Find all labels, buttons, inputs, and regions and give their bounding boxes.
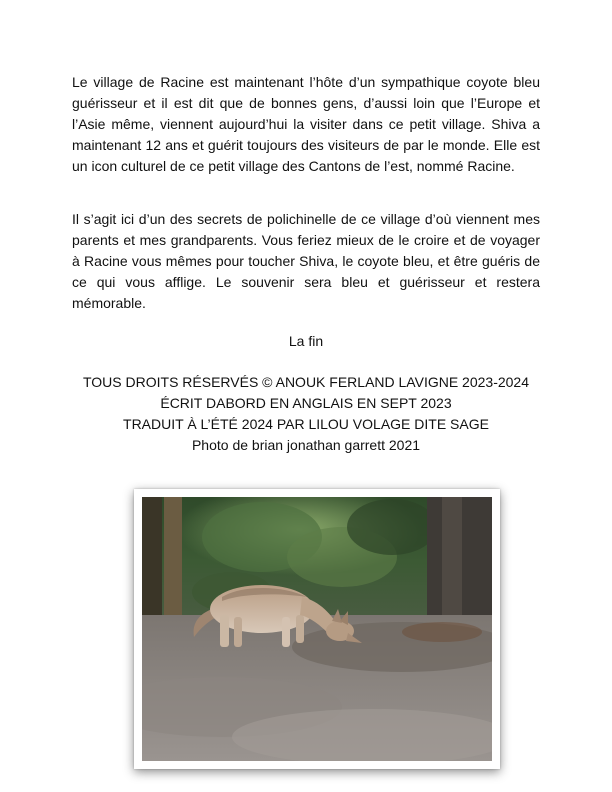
translated-line: TRADUIT À L’ÉTÉ 2024 PAR LILOU VOLAGE DITE SAGE — [123, 416, 489, 432]
the-end-heading: La fin — [288, 333, 324, 349]
photo-credit-line: Photo de brian jonathan garrett 2021 — [191, 437, 421, 453]
coyote-photo-illustration — [142, 497, 492, 761]
coyote-photo — [142, 497, 492, 761]
story-paragraph-1: Le village de Racine est maintenant l’hôte d’un sympathique coyote bleu guérisseur et il est dit que de bonnes gens, d’aussi loin que l’Europe et l’Asie même, viennent aujourd’hui la visiter dans ce petit village. Shiva a maintenant 12 ans et guérit toujours des visiteurs de par le monde. Elle est un icon culturel de ce petit village des Cantons de l’est, nommé Racine. — [72, 74, 540, 174]
photo-frame — [134, 489, 500, 769]
written-line: ÉCRIT DABORD EN ANGLAIS EN SEPT 2023 — [160, 395, 452, 411]
story-paragraph-2: Il s’agit ici d’un des secrets de polichinelle de ce village d’où viennent mes parents et mes grandparents. Vous feriez mieux de le croire et de voyager à Racine vous mêmes pour toucher Shiva, le coyote bleu, et être guéris de ce qui vous afflige. Le souvenir sera bleu et guérisseur et restera mémorable. — [72, 211, 540, 311]
credits-block — [72, 372, 540, 456]
copyright-line: TOUS DROITS RÉSERVÉS © ANOUK FERLAND LAVIGNE 2023-2024 — [82, 374, 530, 390]
